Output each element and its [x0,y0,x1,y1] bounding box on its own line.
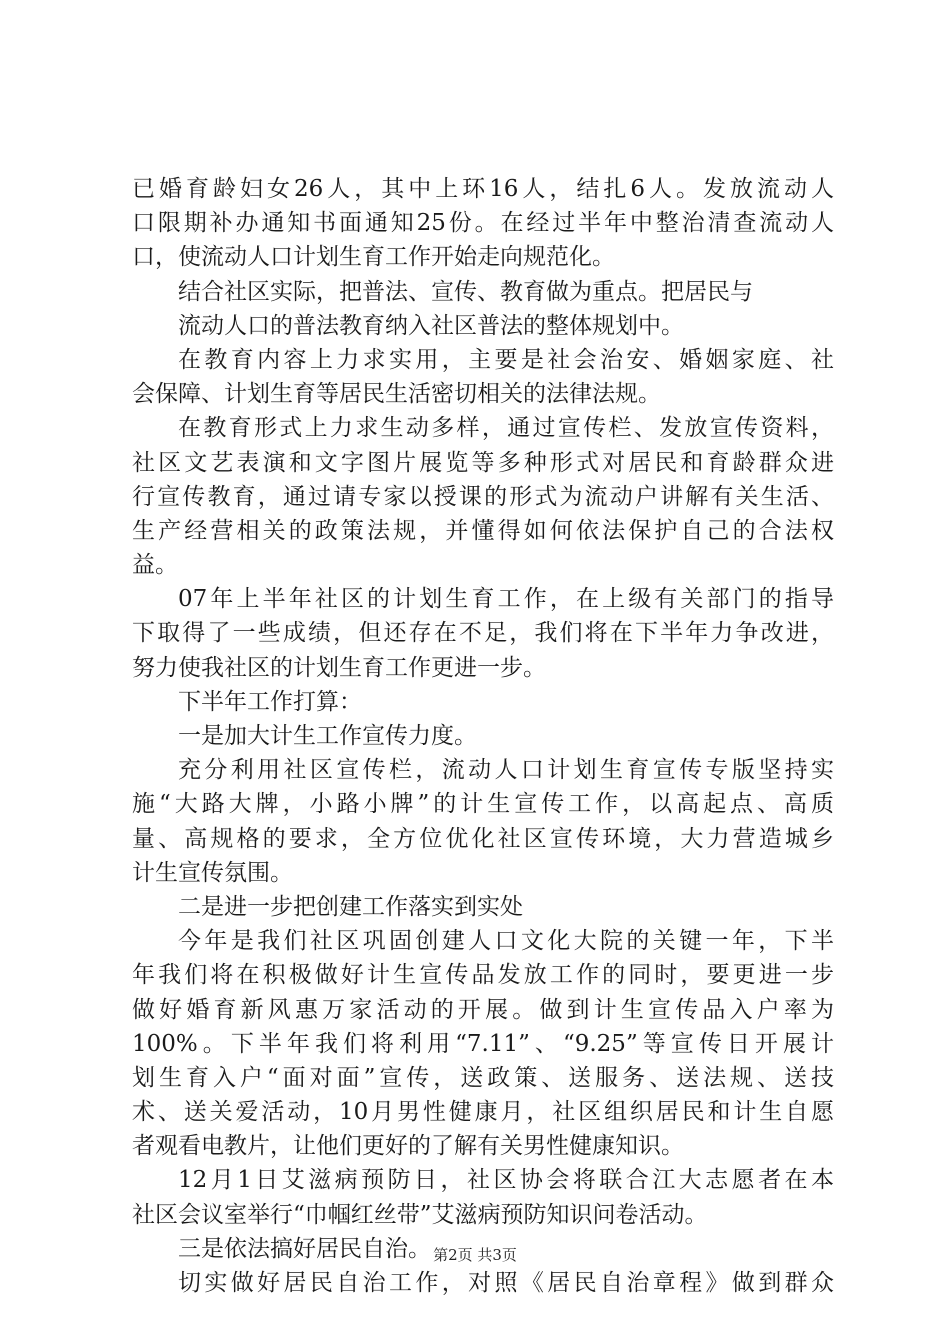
text-line: 计生宣传氛围。 [132,859,293,886]
text-line: 二是进一步把创建工作落实到实处 [178,893,523,920]
page-footer: 第2页 共3页 [433,1246,517,1264]
text-line: 在教育内容上力求实用，主要是社会治安、婚姻家庭、社 [178,346,834,373]
text-line: 行宣传教育，通过请专家以授课的形式为流动户讲解有关生活、 [132,483,834,510]
text-line: 今年是我们社区巩固创建人口文化大院的关键一年，下半 [178,928,834,955]
text-line: 口限期补办通知书面通知25份。在经过半年中整治清查流动人 [132,210,834,237]
text-line: 流动人口的普法教育纳入社区普法的整体规划中。 [178,312,684,339]
text-line: 生产经营相关的政策法规，并懂得如何依法保护自己的合法权 [132,517,834,544]
text-line: 在教育形式上力求生动多样，通过宣传栏、发放宣传资料， [178,415,834,442]
text-line: 充分利用社区宣传栏，流动人口计划生育宣传专版坚持实 [178,757,834,784]
text-line: 社区文艺表演和文字图片展览等多种形式对居民和育龄群众进 [132,449,834,476]
text-line: 口，使流动人口计划生育工作开始走向规范化。 [132,244,615,271]
text-line: 会保障、计划生育等居民生活密切相关的法律法规。 [132,381,661,408]
text-line: 07年上半年社区的计划生育工作，在上级有关部门的指导 [178,586,834,613]
text-line: 下取得了一些成绩，但还存在不足，我们将在下半年力争改进， [132,620,834,647]
text-line: 12月1日艾滋病预防日，社区协会将联合江大志愿者在本 [178,1167,834,1194]
text-line: 划生育入户“面对面”宣传，送政策、送服务、送法规、送技 [132,1064,834,1091]
text-line: 已婚育龄妇女26人，其中上环16人，结扎6人。发放流动人 [132,176,834,202]
text-line: 下半年工作打算： [178,688,362,715]
text-line: 社区会议室举行“巾帼红丝带”艾滋病预防知识问卷活动。 [132,1201,708,1228]
text-line: 结合社区实际，把普法、宣传、教育做为重点。把居民与 [178,278,753,305]
text-line: 者观看电教片，让他们更好的了解有关男性健康知识。 [132,1133,684,1160]
text-line: 切实做好居民自治工作，对照《居民自治章程》做到群众 [178,1270,834,1296]
text-line: 量、高规格的要求，全方位优化社区宣传环境，大力营造城乡 [132,825,834,852]
text-line: 施“大路大牌，小路小牌”的计生宣传工作，以高起点、高质 [132,791,834,818]
text-line: 年我们将在积极做好计生宣传品发放工作的同时，要更进一步 [132,962,834,989]
text-line: 益。 [132,552,178,579]
text-line: 三是依法搞好居民自治。 [178,1235,431,1262]
text-line: 100%。下半年我们将利用“7.11”、“9.25”等宣传日开展计 [132,1030,834,1057]
text-line: 努力使我社区的计划生育工作更进一步。 [132,654,546,681]
document-body [132,172,834,1300]
text-line: 术、送关爱活动，10月男性健康月，社区组织居民和计生自愿 [132,1099,834,1126]
text-line: 做好婚育新风惠万家活动的开展。做到计生宣传品入户率为 [132,996,834,1023]
text-line: 一是加大计生工作宣传力度。 [178,723,477,749]
